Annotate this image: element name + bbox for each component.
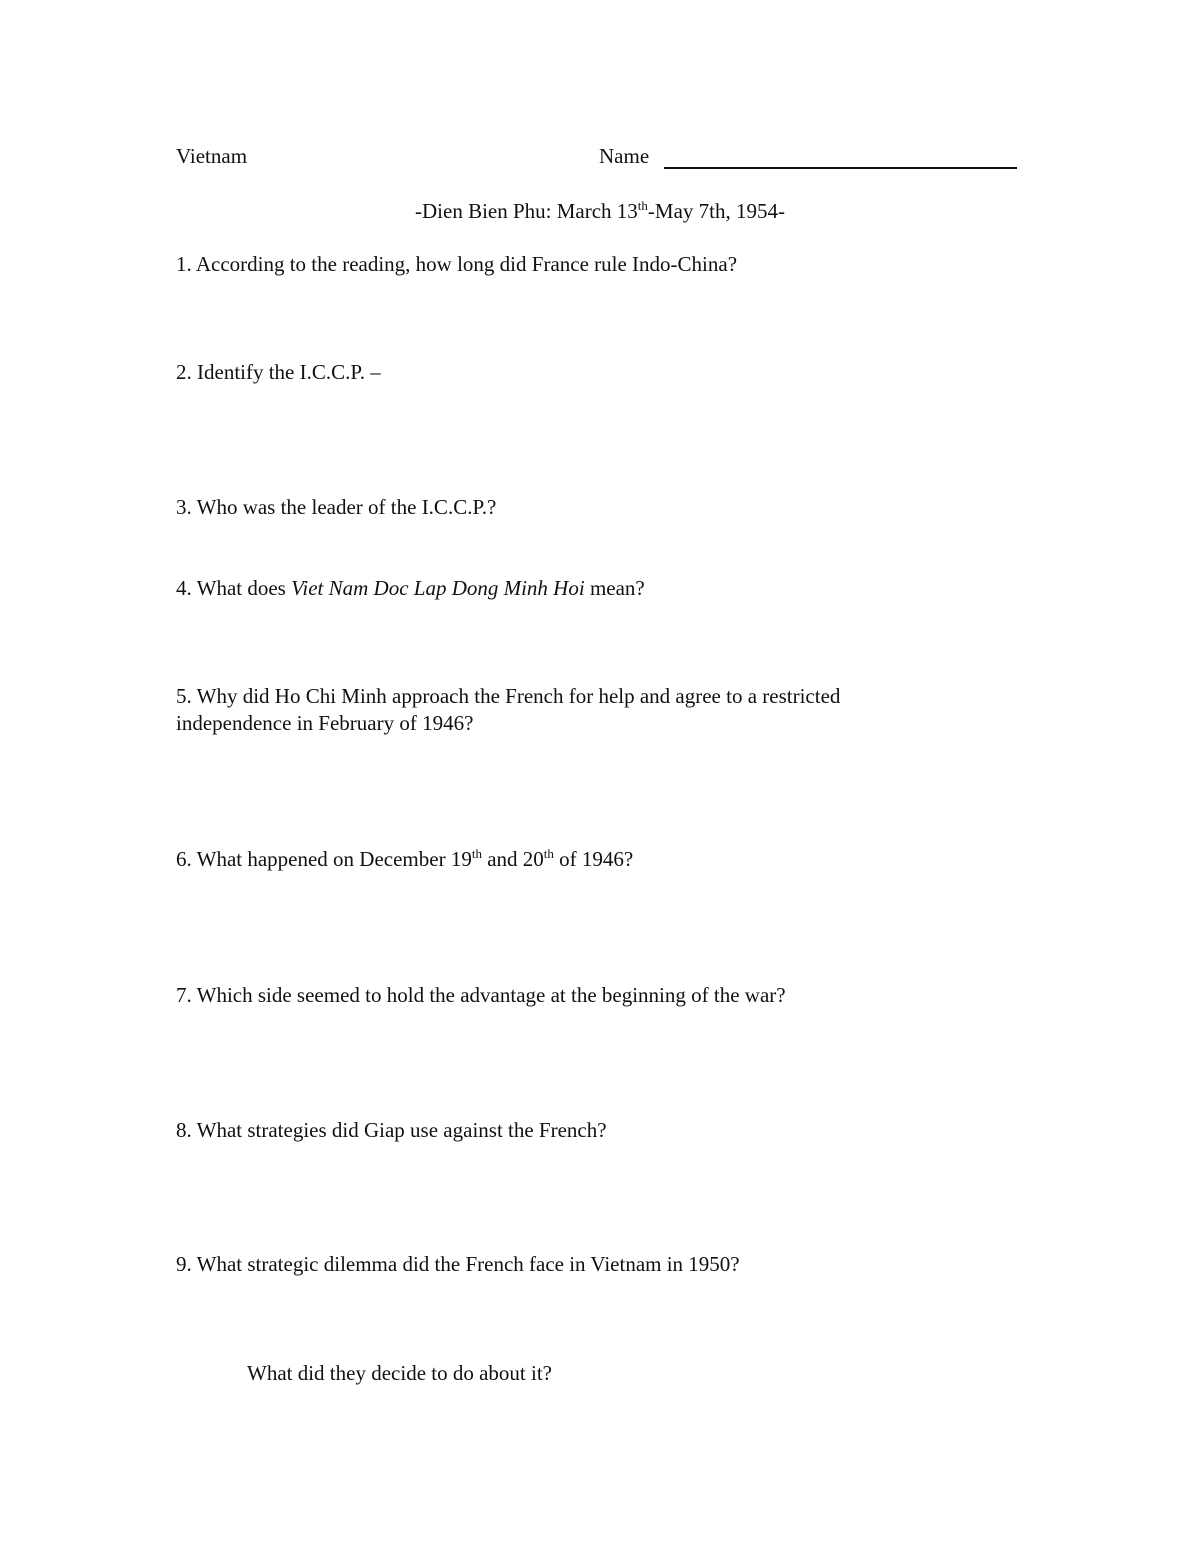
question-4-after: mean? — [584, 576, 645, 600]
title-suffix: -May 7th, 1954- — [647, 199, 785, 223]
question-4-italic-term: Viet Nam Doc Lap Dong Minh Hoi — [291, 576, 585, 600]
question-1: 1. According to the reading, how long did France rule Indo-China? — [176, 252, 738, 276]
title-superscript: th — [637, 198, 648, 213]
question-6-sup-2: th — [543, 846, 554, 861]
question-8: 8. What strategies did Giap use against the French? — [176, 1118, 607, 1142]
question-2: 2. Identify the I.C.C.P. – — [176, 360, 381, 384]
question-6-part-1: 6. What happened on December 19 — [176, 847, 472, 871]
question-9: 9. What strategic dilemma did the French face in Vietnam in 1950? — [176, 1252, 740, 1276]
worksheet-title — [0, 197, 1200, 225]
question-6-sup-1: th — [471, 846, 482, 861]
question-7: 7. Which side seemed to hold the advantage at the beginning of the war? — [176, 983, 786, 1007]
question-4 — [176, 574, 645, 602]
title-prefix: -Dien Bien Phu: March 13 — [415, 199, 638, 223]
question-5 — [176, 683, 956, 737]
name-blank-line — [664, 167, 1017, 169]
question-3: 3. Who was the leader of the I.C.C.P.? — [176, 495, 497, 519]
question-5-line-1: 5. Why did Ho Chi Minh approach the French for help and agree to a restricted — [176, 684, 841, 708]
question-6-part-2: and 20 — [481, 847, 544, 871]
subject-label: Vietnam — [176, 144, 248, 168]
question-9-followup: What did they decide to do about it? — [247, 1361, 552, 1385]
question-5-line-2: independence in February of 1946? — [176, 711, 474, 735]
question-6-part-3: of 1946? — [553, 847, 634, 871]
question-4-before: 4. What does — [176, 576, 292, 600]
name-label: Name — [599, 144, 650, 168]
question-6 — [176, 845, 633, 873]
